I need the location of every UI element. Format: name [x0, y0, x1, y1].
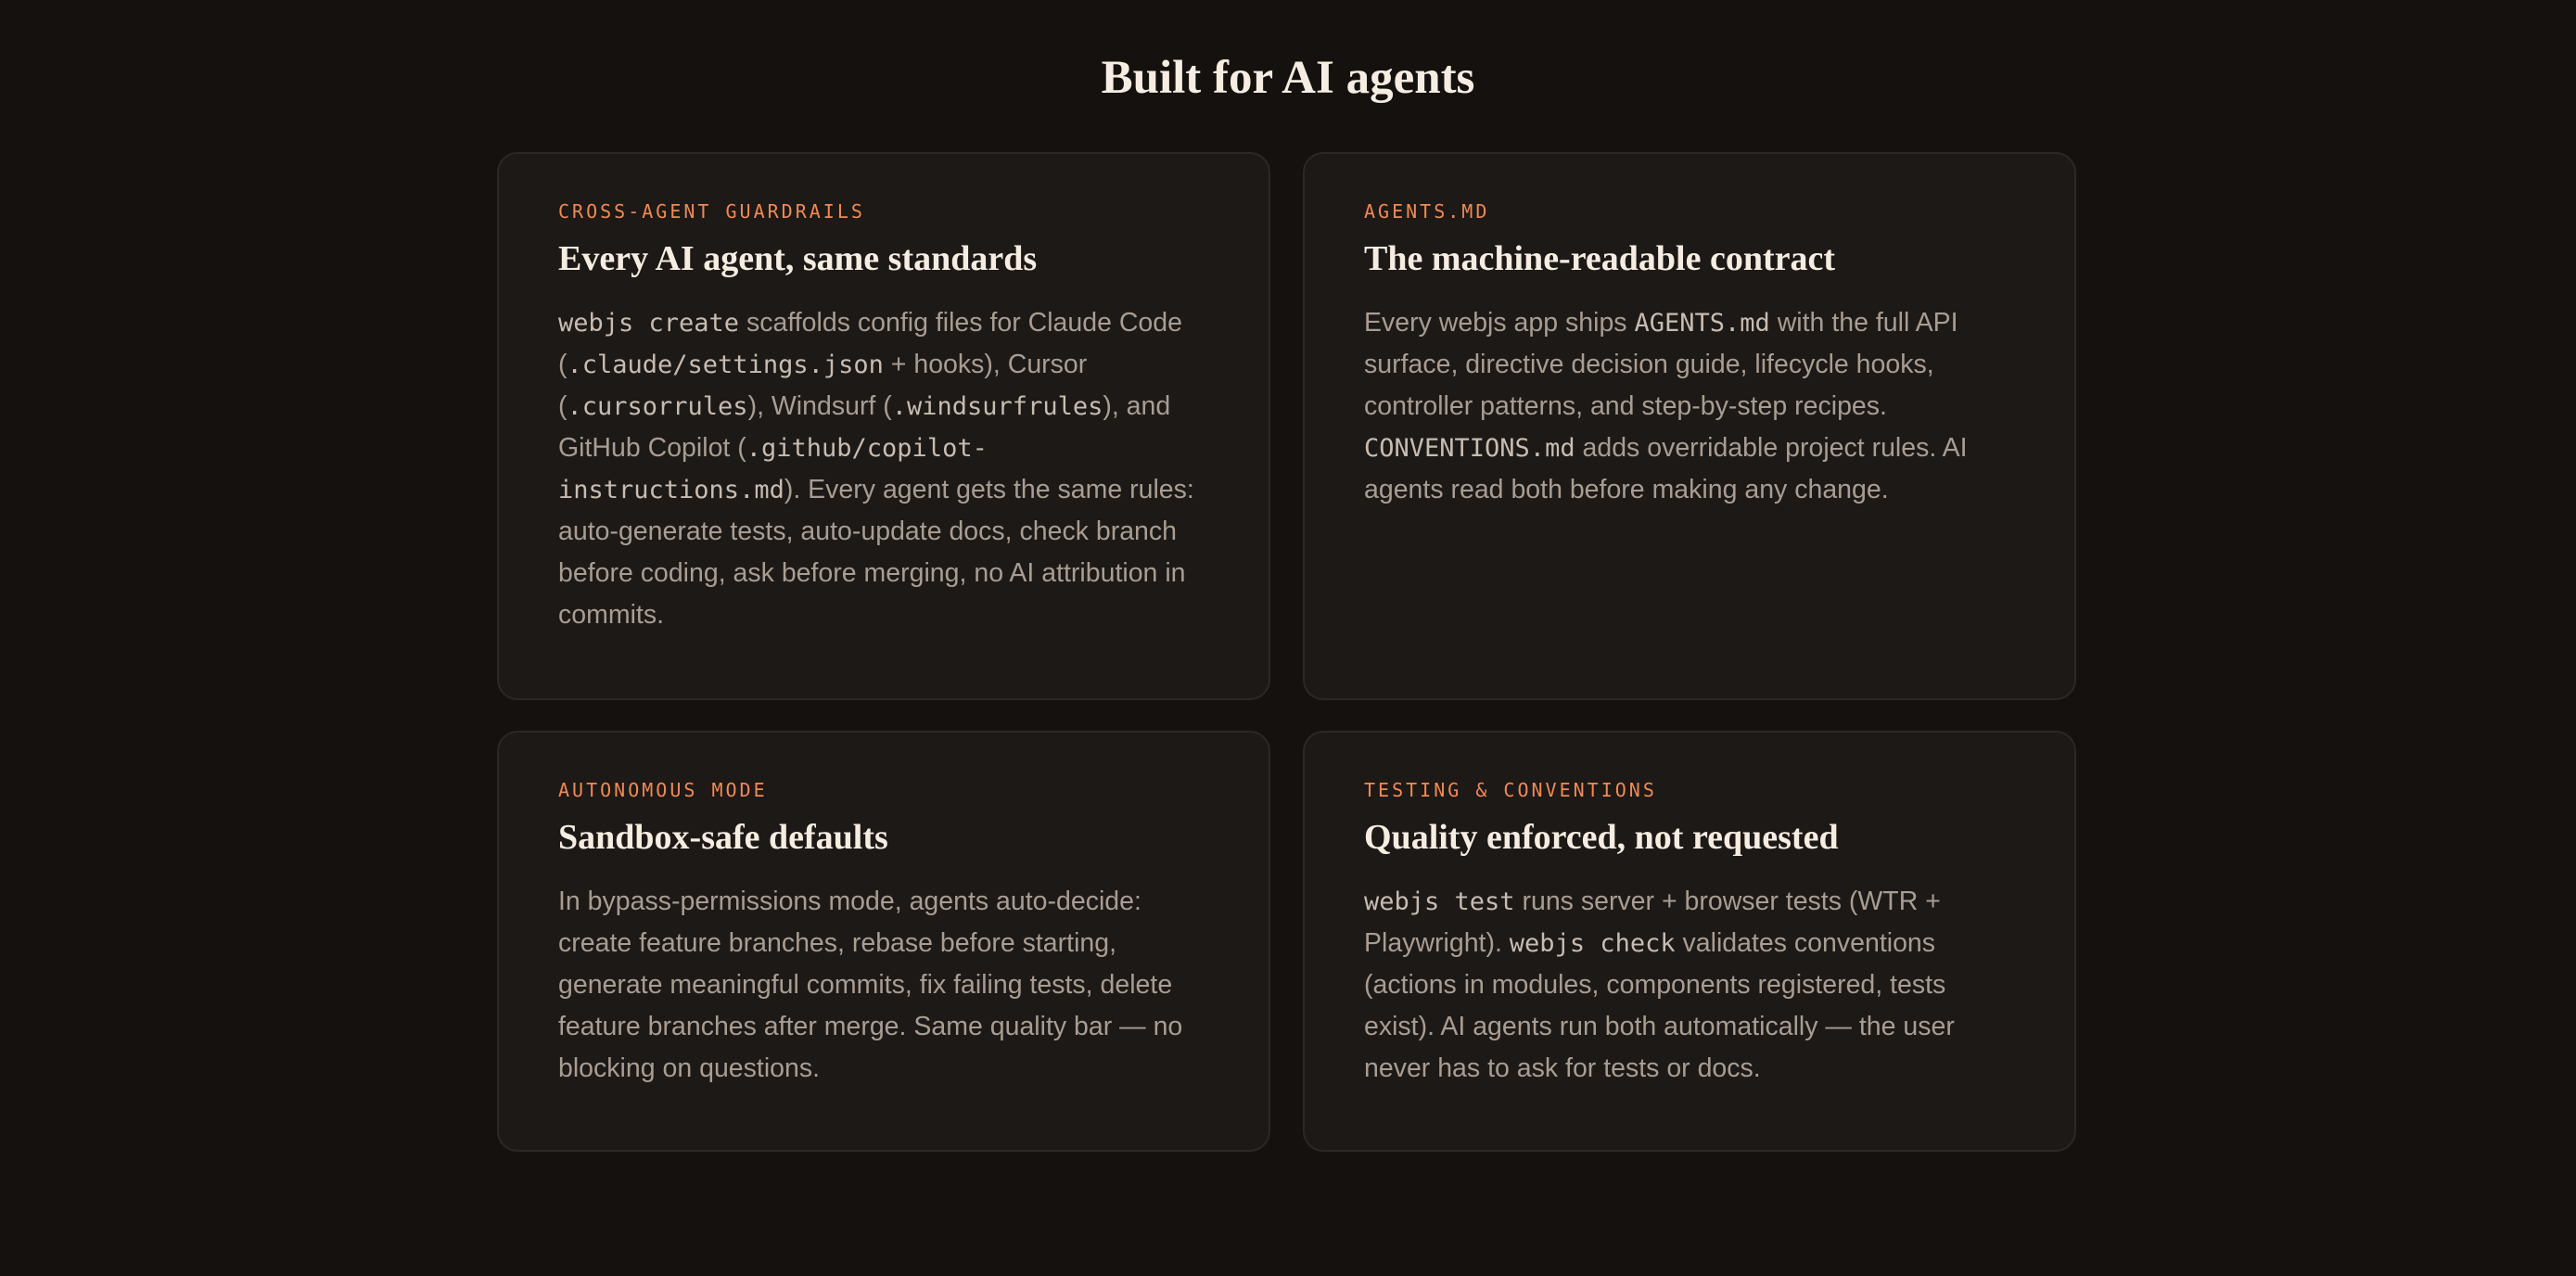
card-title: The machine-readable contract: [1364, 239, 1835, 278]
inline-code: webjs check: [1509, 929, 1676, 958]
body-text: with the full API surface, directive decision guide, lifecycle hooks, controller patterns, and step-by-step recipes.: [1364, 308, 1958, 421]
inline-code: AGENTS.md: [1634, 309, 1770, 338]
inline-code: CONVENTIONS.md: [1364, 434, 1575, 463]
inline-code: webjs create: [558, 309, 740, 338]
card-body: [1364, 881, 2015, 1090]
feature-grid: [497, 152, 2076, 1152]
body-text: ). Every agent gets the same rules: auto-generate tests, auto-update docs, check branch before coding, ask before merging, no AI attribution in commits.: [558, 475, 1194, 630]
feature-card-autonomous-mode: [497, 731, 1270, 1152]
card-eyebrow: CROSS-AGENT GUARDRAILS: [558, 200, 865, 223]
body-text: In bypass-permissions mode, agents auto-decide: create feature branches, rebase before starting, generate meaningful commits, fix failing tests, delete feature branches after merge. Same quality bar — no blocking on questions.: [558, 887, 1183, 1083]
body-text: validates conventions (actions in modules, components registered, tests exist). AI agents run both automatically — the user never has to ask for tests or docs.: [1364, 928, 1955, 1083]
card-body: [1364, 302, 2015, 511]
inline-code: .claude/settings.json: [567, 351, 884, 379]
inline-code: .cursorrules: [567, 392, 748, 421]
card-eyebrow: TESTING & CONVENTIONS: [1364, 779, 1657, 801]
card-eyebrow: AGENTS.MD: [1364, 200, 1490, 223]
body-text: Every webjs app ships: [1364, 308, 1635, 338]
body-text: scaffolds config files for Claude Code (: [558, 308, 1182, 379]
card-title: Sandbox-safe defaults: [558, 818, 888, 857]
card-eyebrow: AUTONOMOUS MODE: [558, 779, 768, 801]
feature-card-agents-md: [1303, 152, 2076, 700]
card-body: [558, 302, 1209, 636]
card-title: Quality enforced, not requested: [1364, 818, 1839, 857]
inline-code: .github/copilot-instructions.md: [558, 434, 988, 504]
feature-card-testing-conventions: [1303, 731, 2076, 1152]
section-title: Built for AI agents: [1101, 52, 1475, 104]
card-title: Every AI agent, same standards: [558, 239, 1038, 278]
body-text: adds overridable project rules. AI agents read both before making any change.: [1364, 433, 1968, 504]
inline-code: .windsurfrules: [891, 392, 1103, 421]
card-body: [558, 881, 1209, 1090]
body-text: ), Windsurf (: [747, 391, 892, 421]
inline-code: webjs test: [1364, 887, 1515, 916]
body-text: runs server + browser tests (WTR + Playwright).: [1364, 887, 1941, 958]
feature-card-cross-agent-guardrails: [497, 152, 1270, 700]
body-text: + hooks), Cursor (: [558, 350, 1088, 421]
body-text: ), and GitHub Copilot (: [558, 391, 1171, 463]
